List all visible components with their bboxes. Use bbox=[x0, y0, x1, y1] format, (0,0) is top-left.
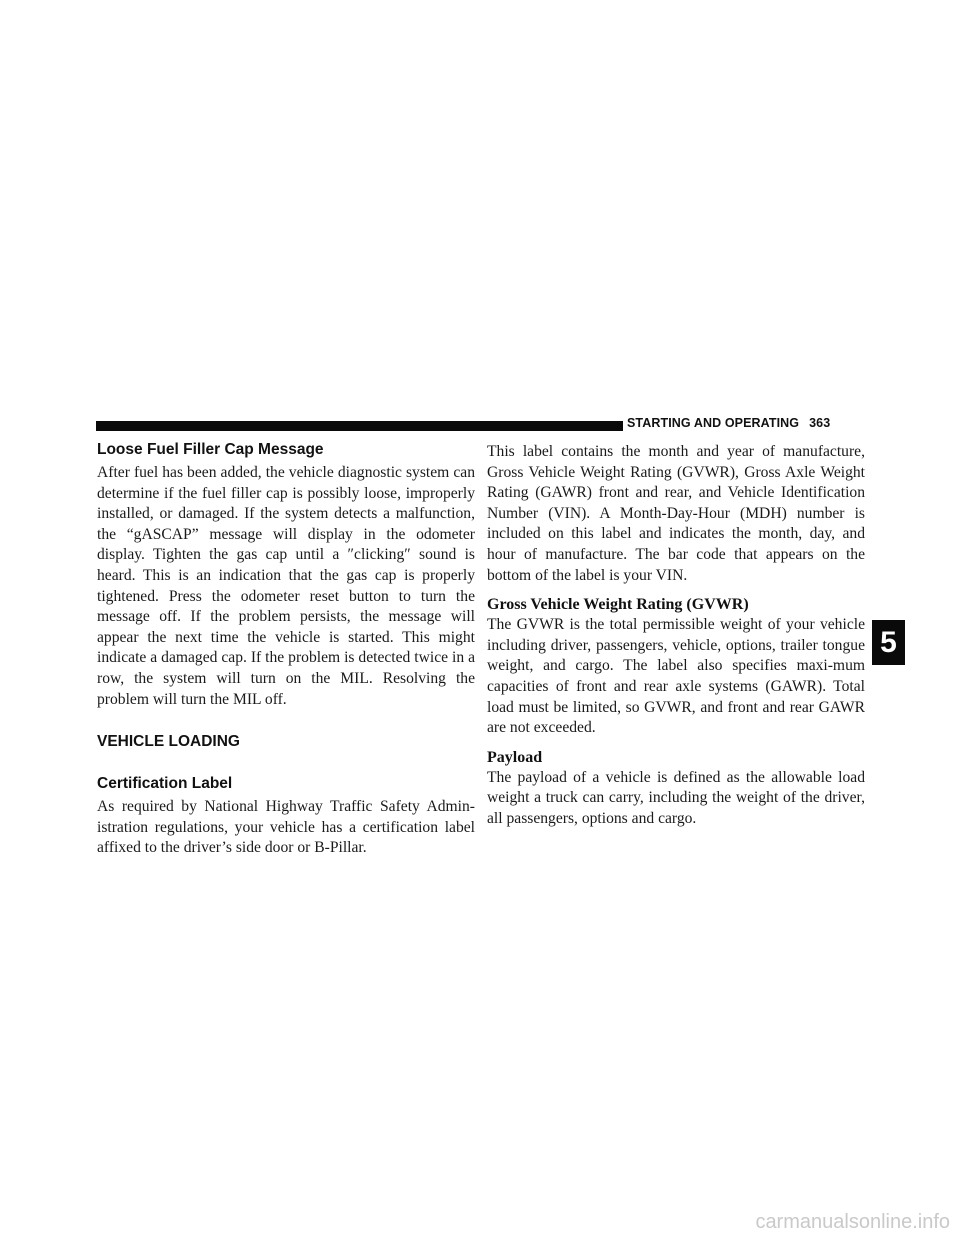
watermark: carmanualsonline.info bbox=[755, 1211, 950, 1233]
paragraph-certification: As required by National Highway Traffic Safety Admin-istration regulations, your vehicle has a certification label affixed to the driver’s side door or B-Pillar. bbox=[97, 798, 475, 857]
heading-loose-fuel-cap: Loose Fuel Filler Cap Message bbox=[97, 441, 324, 458]
heading-vehicle-loading: VEHICLE LOADING bbox=[97, 733, 240, 751]
paragraph-gvwr: The GVWR is the total permissible weight of your vehicle including driver, passengers, vehicle, options, trailer tongue weight, and cargo. The label also specifies maxi-mum capacities of front and rear axle systems (GAWR). Total load must be limited, so GVWR, and front and rear GAWR are not exceeded. bbox=[487, 616, 865, 737]
left-column bbox=[97, 440, 475, 859]
heading-payload: Payload bbox=[487, 748, 543, 766]
heading-gvwr: Gross Vehicle Weight Rating (GVWR) bbox=[487, 596, 749, 614]
paragraph-payload: The payload of a vehicle is defined as the allowable load weight a truck can carry, including the weight of the driver, all passengers, options and cargo. bbox=[487, 768, 865, 827]
running-header bbox=[627, 416, 865, 430]
page-number: 363 bbox=[809, 416, 831, 430]
paragraph-fuel-cap: After fuel has been added, the vehicle diagnostic system can determine if the fuel filler cap is possibly loose, improperly installed, or damaged. If the system detects a malfunction, the “gASCAP” message will display in the odometer display. Tighten the gas cap until a ″clicking″ sound is heard. This is an indication that the gas cap is properly tightened. Press the odometer reset button to turn the message off. If the problem persists, the message will appear the next time the vehicle is started. This might indicate a damaged cap. If the problem is detected twice in a row, the system will turn on the MIL. Resolving the problem will turn the MIL off. bbox=[97, 464, 475, 708]
chapter-tab: 5 bbox=[872, 620, 905, 665]
section-title: STARTING AND OPERATING bbox=[627, 416, 800, 430]
right-column bbox=[487, 442, 865, 830]
paragraph-label-contents: This label contains the month and year of manufacture, Gross Vehicle Weight Rating (GVWR), Gross Axle Weight Rating (GAWR) front and rear, and Vehicle Identification Number (VIN). A Month-Day-Hour (MDH) number is included on this label and indicates the month, day, and hour of manufacture. The bar code that appears on the bottom of the label is your VIN. bbox=[487, 443, 865, 584]
header-rule bbox=[96, 421, 623, 431]
heading-certification-label: Certification Label bbox=[97, 775, 233, 793]
